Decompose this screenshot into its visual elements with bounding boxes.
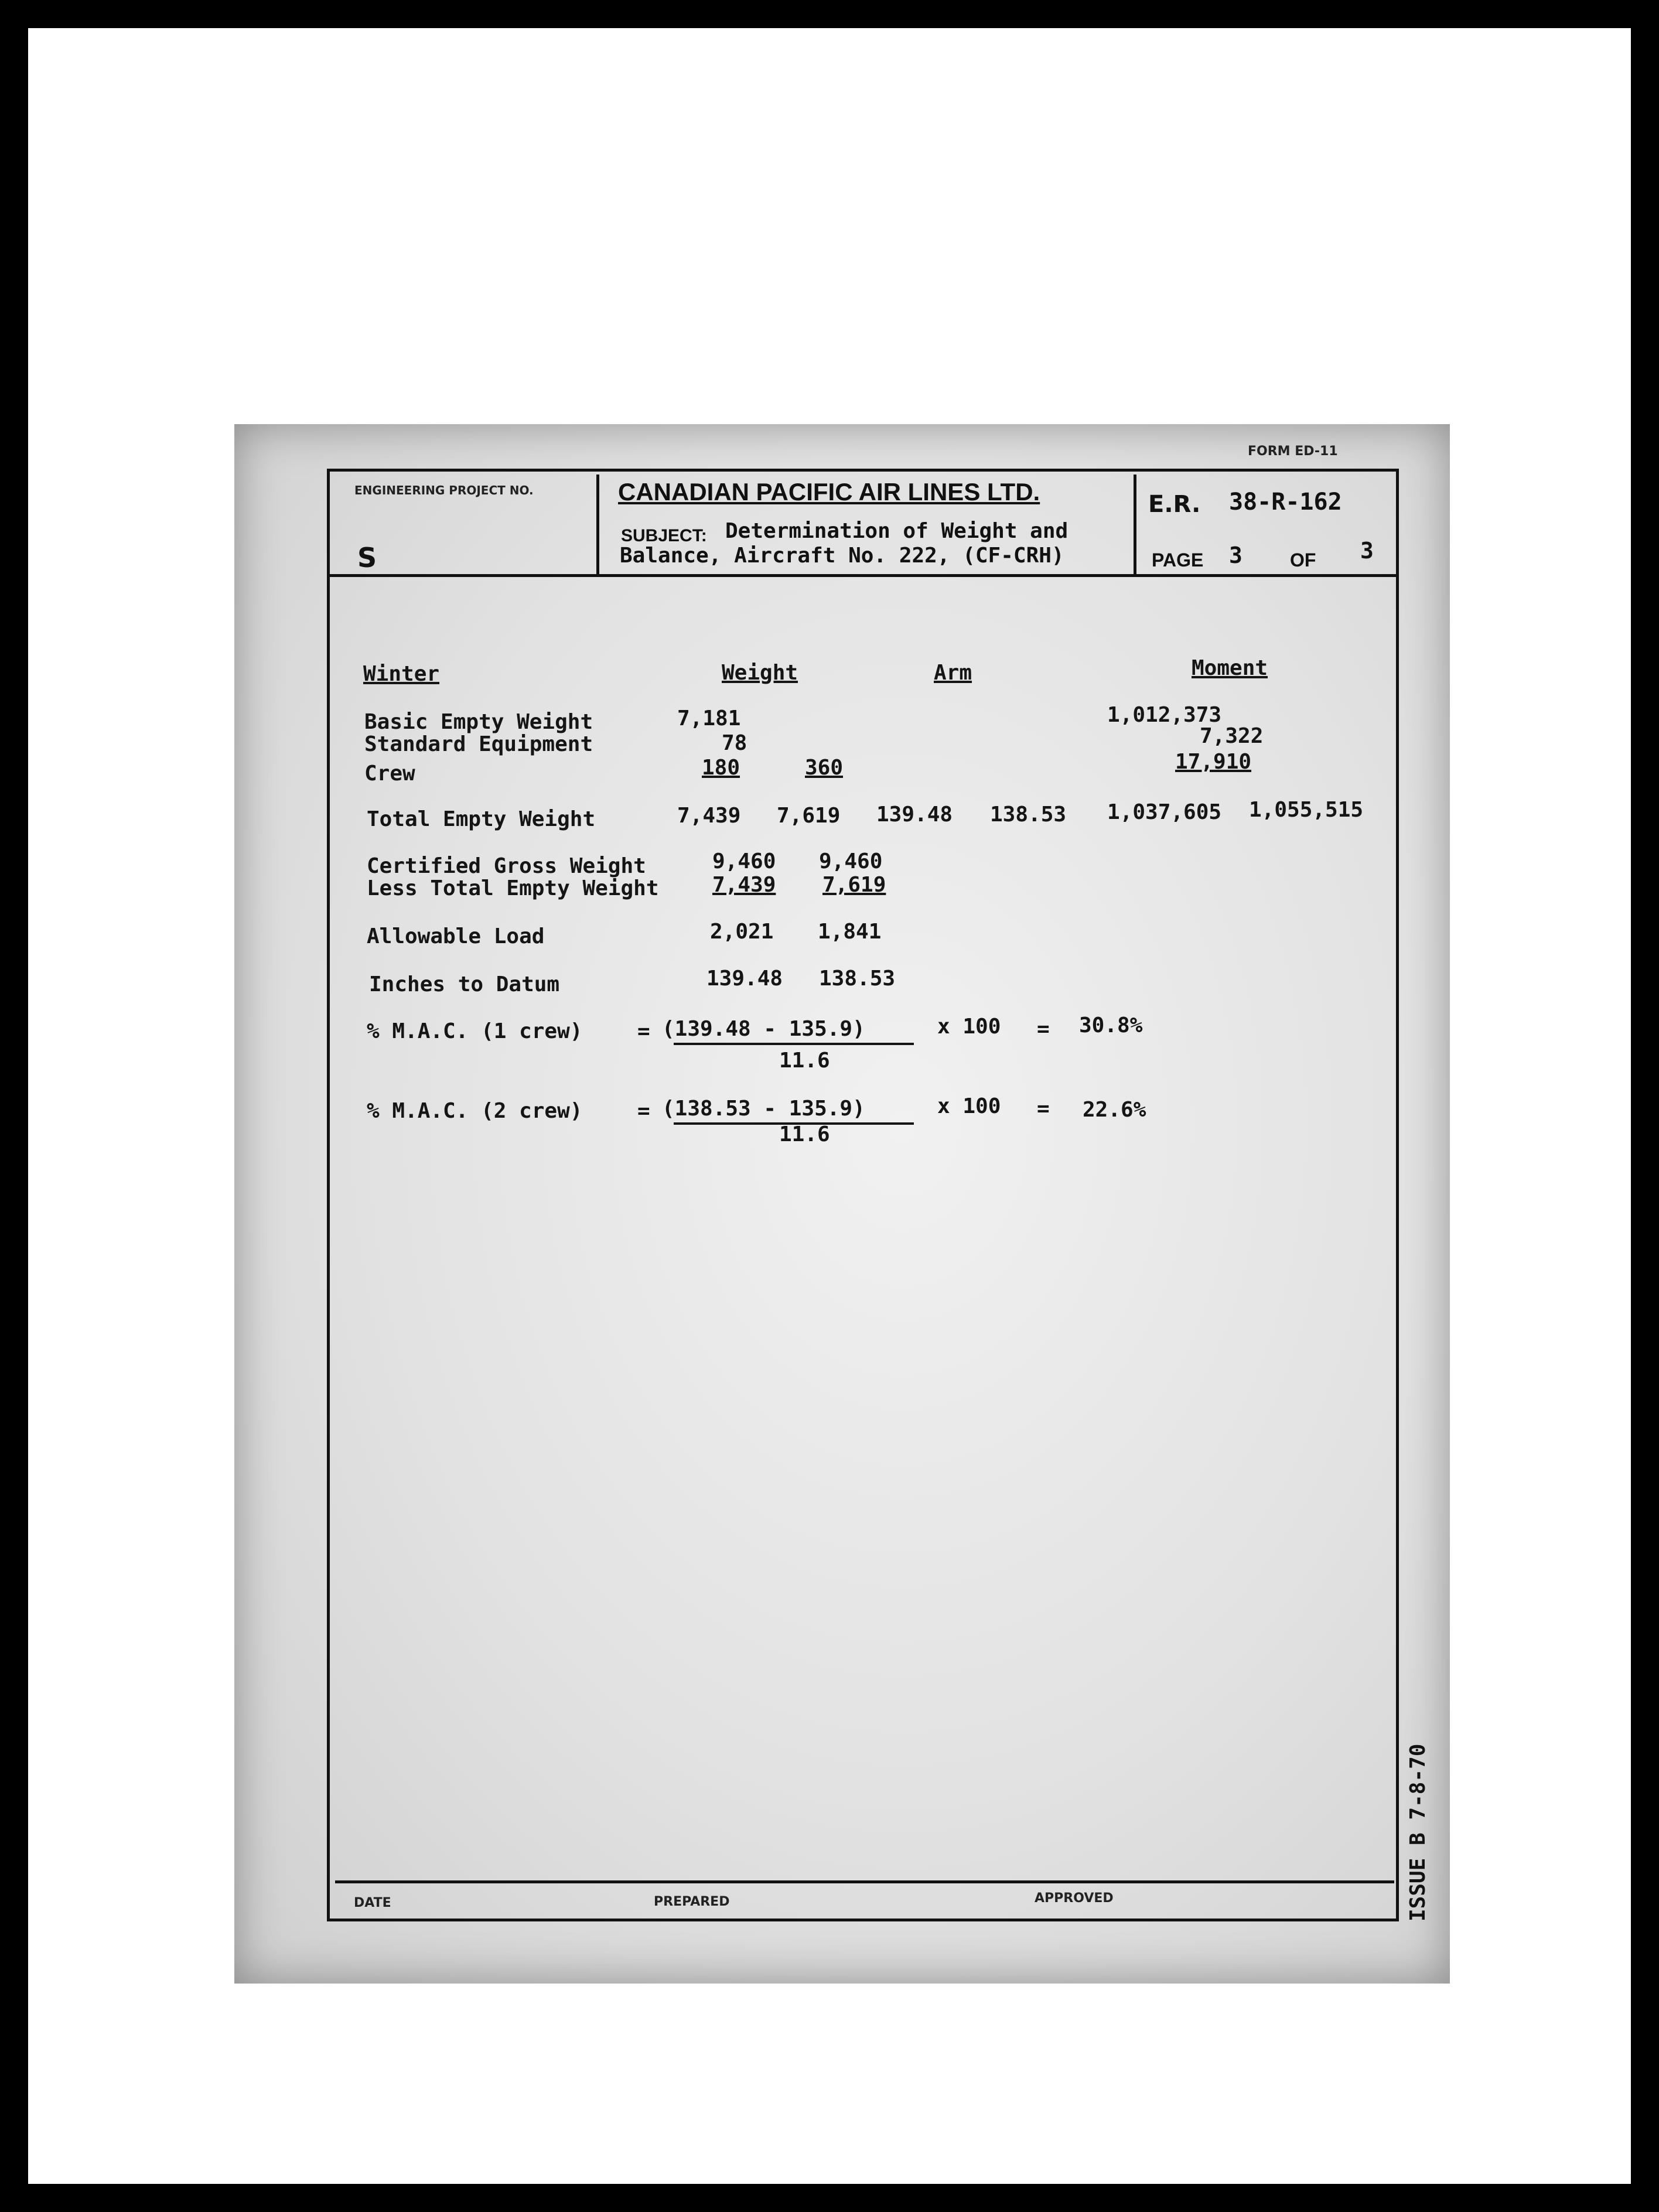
issue-stamp — [1406, 1617, 1453, 1945]
weight-cell-2: 9,460 — [819, 849, 883, 873]
weight-cell: 78 — [722, 731, 747, 755]
moment-cell: 1,037,605 — [1107, 800, 1222, 824]
mac-numerator: (138.53 - 135.9) — [662, 1097, 865, 1121]
subject-label: SUBJECT: — [621, 526, 707, 545]
weight-cell-2: 7,619 — [822, 873, 886, 897]
mac-denominator: 11.6 — [779, 1122, 830, 1146]
approved-label: APPROVED — [1035, 1891, 1114, 1906]
section-title: Winter — [363, 662, 440, 686]
weight-cell: 2,021 — [710, 920, 774, 944]
mac-result: 22.6% — [1083, 1098, 1146, 1122]
weight-cell-2: 360 — [805, 756, 844, 780]
arm-cell: 139.48 — [876, 803, 953, 827]
column-header-weight: Weight — [722, 661, 798, 685]
mac-multiplier: x 100 — [937, 1094, 1001, 1118]
row-label: Inches to Datum — [369, 972, 560, 996]
page-number: 3 — [1229, 542, 1242, 568]
mac-label: % M.A.C. (2 crew) — [367, 1099, 583, 1123]
mac-equals: = — [637, 1019, 650, 1043]
weight-cell: 180 — [702, 756, 740, 780]
of-label: OF — [1290, 549, 1316, 571]
prepared-label: PREPARED — [654, 1894, 730, 1909]
weight-cell-2: 7,619 — [777, 804, 841, 828]
weight-cell: 9,460 — [712, 849, 776, 873]
issue-stamp-text: ISSUE B 7-8-70 — [1406, 1743, 1430, 1921]
mac-multiplier: x 100 — [937, 1015, 1001, 1039]
header-column-divider — [1134, 475, 1136, 575]
mac-denominator: 11.6 — [779, 1049, 830, 1073]
mac-label: % M.A.C. (1 crew) — [367, 1019, 583, 1043]
header-divider — [327, 574, 1399, 577]
mac-equals: = — [1037, 1097, 1050, 1121]
subject-line-2: Balance, Aircraft No. 222, (CF-CRH) — [620, 544, 1064, 568]
header-column-divider — [596, 475, 599, 575]
row-label: Certified Gross Weight — [367, 854, 646, 878]
moment-cell: 7,322 — [1200, 724, 1264, 748]
er-label: E.R. — [1148, 491, 1201, 518]
date-label: DATE — [354, 1896, 391, 1910]
weight-cell: 7,181 — [677, 706, 741, 730]
column-header-arm: Arm — [934, 661, 972, 685]
column-header-moment: Moment — [1192, 656, 1268, 680]
weight-cell-2: 138.53 — [819, 967, 896, 991]
weight-cell-2: 1,841 — [818, 920, 882, 944]
subject-line-1: Determination of Weight and — [725, 519, 1069, 543]
moment-cell: 1,012,373 — [1107, 703, 1222, 727]
arm-cell-2: 138.53 — [990, 803, 1067, 827]
weight-cell: 139.48 — [706, 967, 783, 991]
row-label: Standard Equipment — [364, 732, 593, 756]
mac-result: 30.8% — [1079, 1013, 1143, 1037]
engineering-project-value: S — [357, 542, 377, 574]
page-label: PAGE — [1152, 549, 1204, 571]
moment-cell: 17,910 — [1175, 750, 1252, 774]
mac-equals: = — [1037, 1017, 1050, 1041]
weight-cell: 7,439 — [712, 873, 776, 897]
row-label: Total Empty Weight — [367, 807, 596, 831]
company-name: CANADIAN PACIFIC AIR LINES LTD. — [618, 478, 1040, 506]
row-label: Allowable Load — [367, 924, 545, 948]
page-total: 3 — [1360, 538, 1374, 564]
mac-equals: = — [637, 1099, 650, 1123]
form-number: FORM ED-11 — [1248, 444, 1338, 459]
row-label: Less Total Empty Weight — [367, 876, 659, 900]
engineering-project-label: ENGINEERING PROJECT NO. — [354, 483, 534, 497]
er-number: 38-R-162 — [1229, 489, 1342, 516]
footer-divider — [335, 1880, 1394, 1883]
mac-numerator: (139.48 - 135.9) — [662, 1017, 865, 1041]
form-border — [327, 469, 1399, 1921]
moment-cell-2: 1,055,515 — [1249, 798, 1364, 822]
row-label: Basic Empty Weight — [364, 710, 593, 734]
weight-cell: 7,439 — [677, 804, 741, 828]
fraction-line — [674, 1043, 914, 1045]
row-label: Crew — [364, 762, 415, 786]
